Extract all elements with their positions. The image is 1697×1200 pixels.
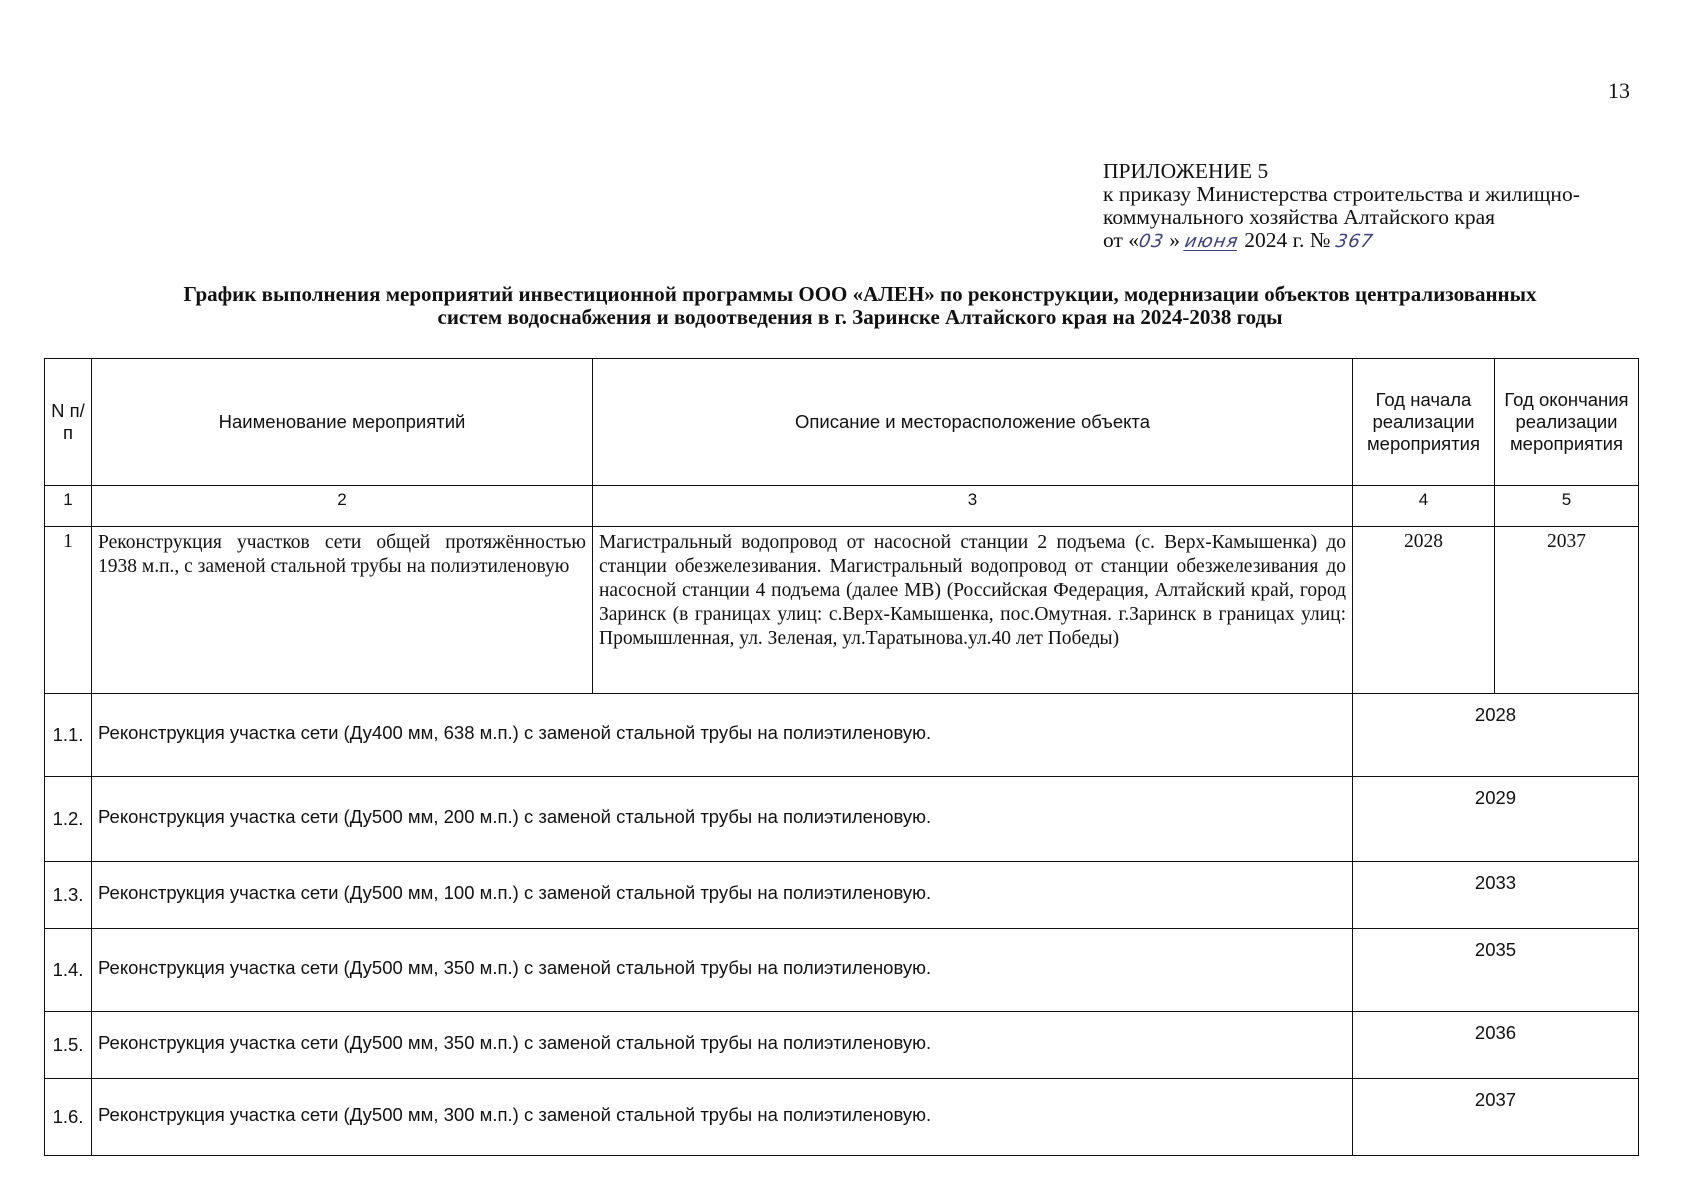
header-name: Наименование мероприятий	[92, 359, 593, 486]
header-end-year: Год окончания реализации мероприятия	[1495, 359, 1639, 486]
column-number-row	[45, 486, 1639, 527]
title-line-2: систем водоснабжения и водоотведения в г. Заринске Алтайского края на 2024-2038 годы	[437, 305, 1283, 329]
row-number: 1.2.	[45, 777, 92, 862]
table-row	[45, 929, 1639, 1012]
date-prefix: от «	[1103, 228, 1139, 252]
row-text: Реконструкция участка сети (Ду500 мм, 300 м.п.) с заменой стальной трубы на полиэтиленовую.	[92, 1079, 1353, 1156]
row-number: 1.4.	[45, 929, 92, 1012]
table-row	[45, 862, 1639, 929]
row-text: Реконструкция участка сети (Ду500 мм, 350 м.п.) с заменой стальной трубы на полиэтиленовую.	[92, 929, 1353, 1012]
row-text: Реконструкция участка сети (Ду500 мм, 100 м.п.) с заменой стальной трубы на полиэтиленовую.	[92, 862, 1353, 929]
date-year: 2024 г. №	[1244, 228, 1331, 252]
appendix-block	[1103, 160, 1580, 253]
handwritten-month: июня	[1183, 231, 1241, 252]
page-number: 13	[1608, 78, 1630, 103]
column-number: 5	[1495, 486, 1639, 527]
row-year: 2037	[1353, 1079, 1639, 1156]
row-text: Реконструкция участка сети (Ду500 мм, 350 м.п.) с заменой стальной трубы на полиэтиленовую.	[92, 1012, 1353, 1079]
row-number: 1.3.	[45, 862, 92, 929]
appendix-title: ПРИЛОЖЕНИЕ 5	[1103, 159, 1269, 183]
handwritten-day: 03	[1137, 231, 1166, 252]
header-start-year: Год начала реализации мероприятия	[1353, 359, 1495, 486]
row-number: 1.5.	[45, 1012, 92, 1079]
row-year: 2029	[1353, 777, 1639, 862]
row-number: 1.6.	[45, 1079, 92, 1156]
row-number: 1	[45, 527, 92, 694]
row-text: Реконструкция участка сети (Ду500 мм, 200 м.п.) с заменой стальной трубы на полиэтиленовую.	[92, 777, 1353, 862]
row-number: 1.1.	[45, 694, 92, 777]
title-line-1: График выполнения мероприятий инвестиционной программы ООО «АЛЕН» по реконструкции, модернизации объектов централизованных	[183, 282, 1537, 306]
table-row	[45, 694, 1639, 777]
table-row	[45, 527, 1639, 694]
document-title	[40, 283, 1680, 329]
appendix-date-line	[1103, 229, 1580, 253]
header-number: N п/п	[45, 359, 92, 486]
table-header-row	[45, 359, 1639, 486]
header-description: Описание и месторасположение объекта	[593, 359, 1353, 486]
row-year: 2035	[1353, 929, 1639, 1012]
row-text: Реконструкция участка сети (Ду400 мм, 638 м.п.) с заменой стальной трубы на полиэтиленовую.	[92, 694, 1353, 777]
column-number: 1	[45, 486, 92, 527]
measure-name: Реконструкция участков сети общей протяжённостью 1938 м.п., с заменой стальной трубы на полиэтиленовую	[92, 527, 593, 694]
table-row	[45, 777, 1639, 862]
start-year: 2028	[1353, 527, 1495, 694]
column-number: 3	[593, 486, 1353, 527]
row-year: 2033	[1353, 862, 1639, 929]
schedule-table	[44, 358, 1639, 1156]
row-year: 2036	[1353, 1012, 1639, 1079]
appendix-line-2: коммунального хозяйства Алтайского края	[1103, 205, 1496, 229]
column-number: 4	[1353, 486, 1495, 527]
end-year: 2037	[1495, 527, 1639, 694]
table-row	[45, 1012, 1639, 1079]
table-row	[45, 1079, 1639, 1156]
appendix-line-1: к приказу Министерства строительства и жилищно-	[1103, 182, 1580, 206]
date-mid: »	[1169, 228, 1181, 252]
handwritten-order-number: 367	[1333, 231, 1375, 252]
column-number: 2	[92, 486, 593, 527]
object-description: Магистральный водопровод от насосной станции 2 подъема (с. Верх-Камышенка) до станции обезжелезивания. Магистральный водопровод от станции обезжелезивания до насосной станции 4 подъема (далее МВ) (Российская Федерация, Алтайский край, город Заринск (в границах улиц: с.Верх-Камышенка, пос.Омутная. г.Заринск в границах улиц: Промышленная, ул. Зеленая, ул.Таратынова.ул.40 лет Победы)	[593, 527, 1353, 694]
row-year: 2028	[1353, 694, 1639, 777]
